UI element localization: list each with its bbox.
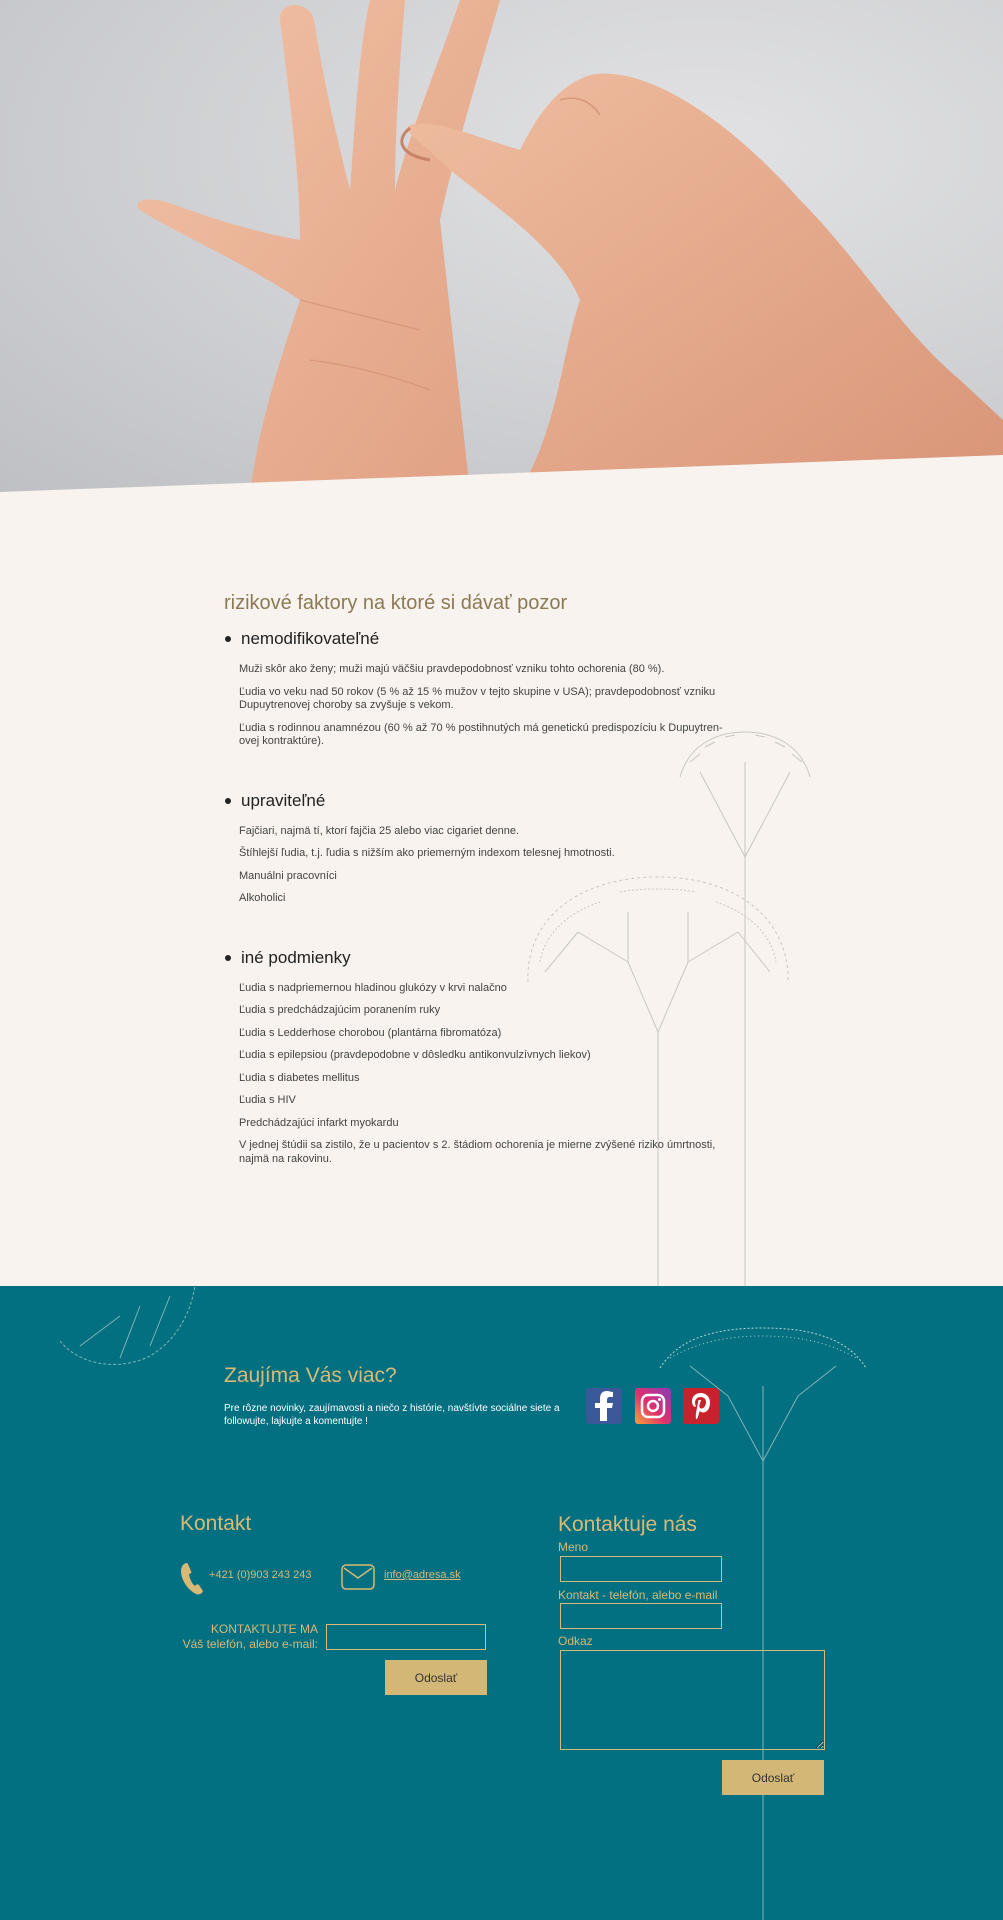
hero-image (0, 0, 1003, 492)
group-heading: upraviteľné (224, 791, 744, 811)
risk-factors-section (0, 492, 1003, 1286)
facebook-icon[interactable] (586, 1388, 622, 1424)
name-field[interactable] (560, 1556, 722, 1582)
group-modifiable (224, 791, 744, 906)
contact-phone[interactable]: +421 (0)903 243 243 (209, 1569, 312, 1581)
bullet-icon (225, 955, 231, 961)
list-item: Ľudia s rodinnou anamnézou (60 % až 70 % postihnutých má genetickú predispozíciu k Dupuytren-ovej kontraktúre). (239, 721, 723, 747)
form-title: Kontaktuje nás (558, 1513, 697, 1536)
list-item: Ľudia s diabetes mellitus (239, 1071, 360, 1084)
decorative-tree-illustration (0, 1286, 1003, 1920)
contact-email-link[interactable]: info@adresa.sk (384, 1569, 461, 1581)
list-item: Ľudia s predchádzajúcim poranením ruky (239, 1004, 441, 1016)
bullet-icon (225, 798, 231, 804)
list-item: Alkoholici (239, 892, 286, 904)
footer-text: Pre rôzne novinky, zaujímavosti a niečo z histórie, navštívte sociálne siete a followujte, lajkujte a komentujte ! (224, 1403, 560, 1427)
group-heading: iné podmienky (224, 948, 744, 968)
hero-diagonal-edge (0, 0, 1003, 492)
envelope-icon (341, 1564, 375, 1590)
callback-submit-button[interactable]: Odoslať (385, 1660, 487, 1695)
list-item: V jednej štúdii sa zistilo, že u pacientov s 2. štádiom ochorenia je mierne zvýšené riziko úmrtnosti, najmä na rakovinu. (239, 1139, 716, 1165)
group-heading: nemodifikovateľné (224, 629, 744, 649)
footer-title: Zaujíma Vás viac? (224, 1364, 397, 1387)
group-other-conditions (224, 948, 744, 1167)
message-field[interactable] (560, 1650, 825, 1750)
contact-title: Kontakt (180, 1512, 252, 1535)
callback-label: KONTAKTUJTE MA Váš telefón, alebo e-mail: (182, 1622, 318, 1651)
list-item: Fajčiari, najmä tí, ktorí fajčia 25 alebo viac cigariet denne. (239, 824, 520, 837)
list-item: Ľudia s HIV (239, 1094, 296, 1106)
list-item: Ľudia s Ledderhose chorobou (plantárna fibromatóza) (239, 1026, 502, 1039)
contact-field-label: Kontakt - telefón, alebo e-mail (558, 1588, 718, 1602)
footer (0, 1286, 1003, 1920)
instagram-icon[interactable] (635, 1388, 671, 1424)
pinterest-icon[interactable] (683, 1388, 719, 1424)
list-item: Ľudia s epilepsiou (pravdepodobne v dôsledku antikonvulzívnych liekov) (239, 1049, 591, 1061)
list-item: Ľudia vo veku nad 50 rokov (5 % až 15 % mužov v tejto skupine v USA); pravdepodobnosť vzniku Dupuytrenovej choroby sa zvyšuje s vekom. (239, 685, 716, 711)
form-submit-button[interactable]: Odoslať (722, 1760, 824, 1795)
message-label: Odkaz (558, 1634, 593, 1648)
bullet-icon (225, 636, 231, 642)
section-title: rizikové faktory na ktoré si dávať pozor (224, 592, 568, 614)
contact-field[interactable] (560, 1603, 722, 1629)
callback-input[interactable] (326, 1624, 486, 1650)
group-nonmodifiable (224, 629, 744, 749)
name-label: Meno (558, 1540, 589, 1554)
list-item: Muži skôr ako ženy; muži majú väčšiu pravdepodobnosť vzniku tohto ochorenia (80 %). (239, 663, 665, 675)
list-item: Ľudia s nadpriemernou hladinou glukózy v krvi nalačno (239, 981, 507, 994)
list-item: Predchádzajúci infarkt myokardu (239, 1116, 399, 1129)
phone-icon (180, 1562, 204, 1596)
list-item: Manuálni pracovníci (239, 869, 337, 882)
list-item: Štíhlejší ľudia, t.j. ľudia s nižším ako priemerným indexom telesnej hmotnosti. (239, 847, 615, 859)
